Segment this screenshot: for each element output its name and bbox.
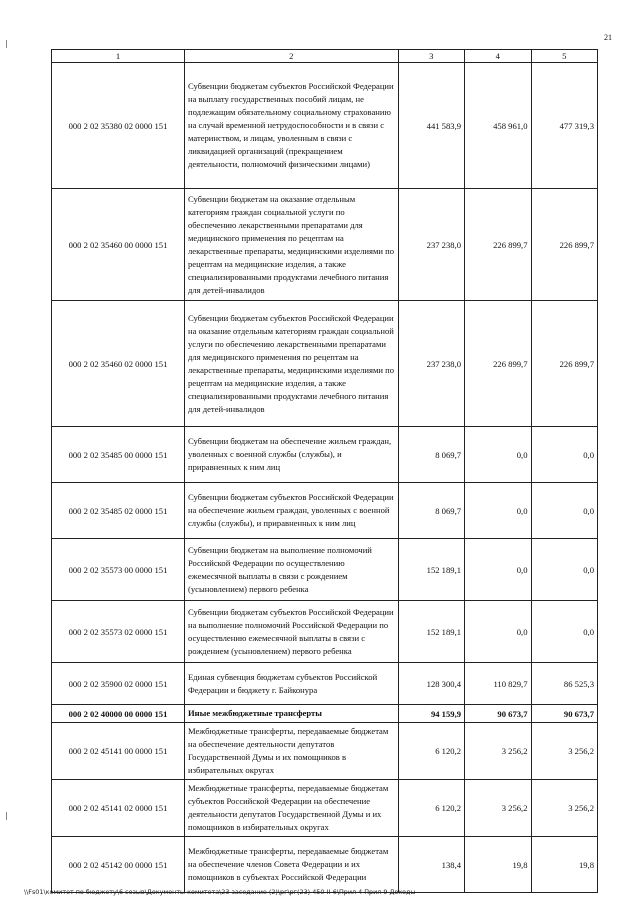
amount-col3-cell: 8 069,7 [398,483,464,539]
income-name-cell: Межбюджетные трансферты, передаваемые бюджетам на обеспечение членов Совета Федерации и их помощников в субъектах Российской Федерации [184,837,398,893]
amount-col4-cell: 90 673,7 [465,705,531,723]
amount-col5-cell: 0,0 [531,427,598,483]
amount-col4-cell: 458 961,0 [465,63,531,189]
budget-code-cell: 000 2 02 35485 02 0000 151 [52,483,185,539]
amount-col5-cell: 226 899,7 [531,189,598,301]
amount-col4-cell: 19,8 [465,837,531,893]
amount-col3-cell: 152 189,1 [398,539,464,601]
amount-col3-cell: 8 069,7 [398,427,464,483]
column-header-3: 3 [398,50,464,63]
column-header-4: 4 [465,50,531,63]
margin-mark [6,40,7,48]
table-row [52,427,598,483]
amount-col5-cell: 90 673,7 [531,705,598,723]
amount-col4-cell: 0,0 [465,427,531,483]
amount-col4-cell: 226 899,7 [465,301,531,427]
table-row [52,837,598,893]
column-number-row [52,50,598,63]
budget-code-cell: 000 2 02 45141 02 0000 151 [52,780,185,837]
amount-col4-cell: 0,0 [465,539,531,601]
column-header-1: 1 [52,50,185,63]
amount-col3-cell: 237 238,0 [398,301,464,427]
column-header-2: 2 [184,50,398,63]
table-row [52,539,598,601]
income-name-cell: Субвенции бюджетам на обеспечение жильем граждан, уволенных с военной службы (службы), и приравненных к ним лиц [184,427,398,483]
income-name-cell: Субвенции бюджетам на оказание отдельным категориям граждан социальной услуги по обеспечению лекарственными препаратами для медицинского применения по рецептам на лекарственные препараты, медицинскими изделиями по рецептам на медицинские изделия, а также специализированными продуктами лечебного питания для детей-инвалидов [184,189,398,301]
income-name-cell: Межбюджетные трансферты, передаваемые бюджетам на обеспечение деятельности депутатов Государственной Думы и их помощников в избирательных округах [184,723,398,780]
income-name-cell: Единая субвенция бюджетам субъектов Российской Федерации и бюджету г. Байконура [184,663,398,705]
file-path-footer: \\Fs01\комитет по бюджету\6 созыв\Документы комитета\23 заседание (2)\рг\рг(23) 450-II-6\Прил 4 Прил 9 Доходы [24,888,416,896]
budget-code-cell: 000 2 02 35485 00 0000 151 [52,427,185,483]
table-row [52,601,598,663]
income-name-cell: Субвенции бюджетам на выполнение полномочий Российской Федерации по осуществлению ежемесячной выплаты в связи с рождением (усыновлением) первого ребенка [184,539,398,601]
amount-col5-cell: 0,0 [531,539,598,601]
amount-col4-cell: 3 256,2 [465,780,531,837]
amount-col4-cell: 0,0 [465,483,531,539]
income-name-cell: Субвенции бюджетам субъектов Российской Федерации на выполнение полномочий Российской Федерации по осуществлению ежемесячной выплаты в связи с рождением (усыновлением) первого ребенка [184,601,398,663]
income-name-cell: Иные межбюджетные трансферты [184,705,398,723]
amount-col4-cell: 0,0 [465,601,531,663]
income-name-cell: Субвенции бюджетам субъектов Российской Федерации на оказание отдельным категориям граждан социальной услуги по обеспечению лекарственными препаратами для медицинского применения по рецептам на лекарственные препараты, медицинскими изделиями по рецептам на медицинские изделия, а также специализированными продуктами лечебного питания для детей-инвалидов [184,301,398,427]
table-row [52,301,598,427]
budget-code-cell: 000 2 02 35460 02 0000 151 [52,301,185,427]
table-body [52,63,598,893]
table-row [52,663,598,705]
column-header-5: 5 [531,50,598,63]
amount-col3-cell: 152 189,1 [398,601,464,663]
budget-code-cell: 000 2 02 35460 00 0000 151 [52,189,185,301]
income-name-cell: Субвенции бюджетам субъектов Российской Федерации на обеспечение жильем граждан, уволенных с военной службы (службы), и приравненных к ним лиц [184,483,398,539]
table-row [52,63,598,189]
income-name-cell: Межбюджетные трансферты, передаваемые бюджетам субъектов Российской Федерации на обеспечение деятельности депутатов Государственной Думы и их помощников в избирательных округах [184,780,398,837]
amount-col5-cell: 3 256,2 [531,723,598,780]
amount-col3-cell: 94 159,9 [398,705,464,723]
table-row [52,483,598,539]
amount-col3-cell: 128 300,4 [398,663,464,705]
amount-col5-cell: 3 256,2 [531,780,598,837]
budget-code-cell: 000 2 02 35380 02 0000 151 [52,63,185,189]
table-row [52,723,598,780]
amount-col4-cell: 226 899,7 [465,189,531,301]
amount-col5-cell: 86 525,3 [531,663,598,705]
income-name-cell: Субвенции бюджетам субъектов Российской Федерации на выплату государственных пособий лицам, не подлежащим обязательному социальному страхованию на случай временной нетрудоспособности и в связи с материнством, и лицам, уволенным в связи с ликвидацией организаций (прекращением деятельности, полномочий физическими лицами) [184,63,398,189]
amount-col4-cell: 110 829,7 [465,663,531,705]
amount-col4-cell: 3 256,2 [465,723,531,780]
table-row [52,780,598,837]
budget-code-cell: 000 2 02 40000 00 0000 151 [52,705,185,723]
table-row [52,705,598,723]
budget-code-cell: 000 2 02 35573 00 0000 151 [52,539,185,601]
amount-col3-cell: 138,4 [398,837,464,893]
amount-col3-cell: 6 120,2 [398,723,464,780]
amount-col5-cell: 0,0 [531,601,598,663]
budget-code-cell: 000 2 02 45142 00 0000 151 [52,837,185,893]
budget-code-cell: 000 2 02 45141 00 0000 151 [52,723,185,780]
amount-col3-cell: 441 583,9 [398,63,464,189]
amount-col5-cell: 477 319,3 [531,63,598,189]
budget-code-cell: 000 2 02 35573 02 0000 151 [52,601,185,663]
amount-col3-cell: 237 238,0 [398,189,464,301]
budget-code-cell: 000 2 02 35900 02 0000 151 [52,663,185,705]
amount-col5-cell: 19,8 [531,837,598,893]
amount-col5-cell: 0,0 [531,483,598,539]
budget-income-table [51,49,598,893]
page-number: 21 [604,33,612,42]
table-row [52,189,598,301]
amount-col5-cell: 226 899,7 [531,301,598,427]
amount-col3-cell: 6 120,2 [398,780,464,837]
margin-mark [6,812,7,820]
